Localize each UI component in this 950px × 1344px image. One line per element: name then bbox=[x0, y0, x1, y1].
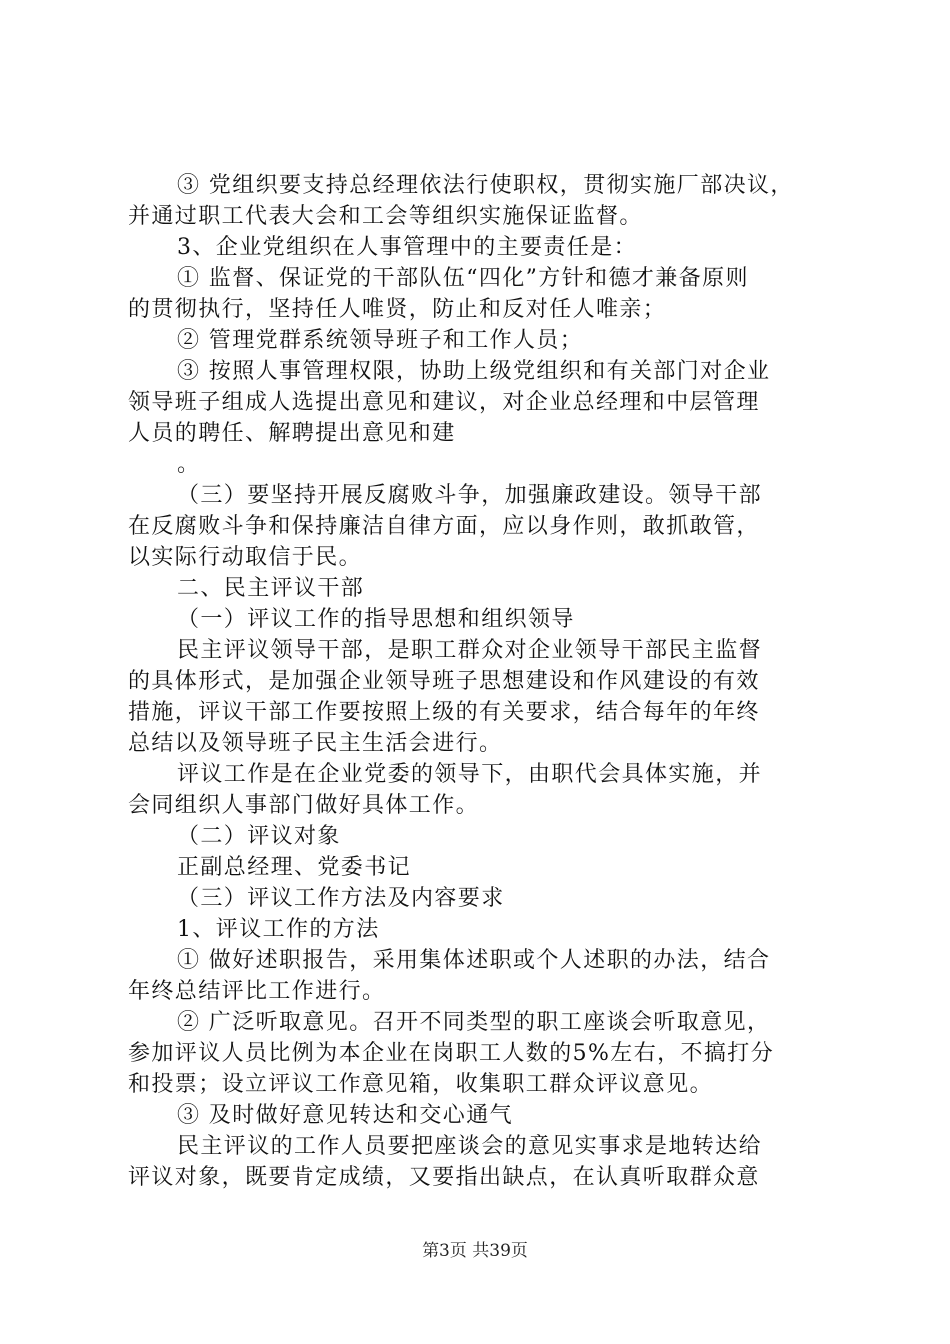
text-line: 的具体形式，是加强企业领导班子思想建设和作风建设的有效 bbox=[128, 669, 760, 694]
text-line: 二、民主评议干部 bbox=[177, 576, 365, 601]
text-line: 的贯彻执行，坚持任人唯贤，防止和反对任人唯亲； bbox=[128, 297, 667, 322]
text-line: 民主评议领导干部，是职工群众对企业领导干部民主监督 bbox=[177, 638, 763, 663]
text-line: 民主评议的工作人员要把座谈会的意见实事求是地转达给 bbox=[177, 1134, 763, 1159]
text-line: 3、企业党组织在人事管理中的主要责任是： bbox=[177, 235, 637, 260]
text-line: 以实际行动取信于民。 bbox=[128, 545, 363, 570]
text-line: 在反腐败斗争和保持廉洁自律方面，应以身作则，敢抓敢管， bbox=[128, 514, 760, 539]
text-line: 领导班子组成人选提出意见和建议，对企业总经理和中层管理 bbox=[128, 390, 760, 415]
text-line: ③ 党组织要支持总经理依法行使职权，贯彻实施厂部决议， bbox=[177, 173, 794, 198]
text-line: （一）评议工作的指导思想和组织领导 bbox=[177, 607, 575, 632]
text-line: ① 做好述职报告，采用集体述职或个人述职的办法，结合 bbox=[177, 948, 771, 973]
text-line: ③ 及时做好意见转达和交心通气 bbox=[177, 1103, 513, 1128]
text-line: 1、评议工作的方法 bbox=[177, 917, 380, 942]
text-line: 总结以及领导班子民主生活会进行。 bbox=[128, 731, 503, 756]
text-line: ② 管理党群系统领导班子和工作人员； bbox=[177, 328, 584, 353]
text-line: ② 广泛听取意见。召开不同类型的职工座谈会听取意见， bbox=[177, 1010, 771, 1035]
document-body bbox=[128, 170, 834, 1193]
text-line: 正副总经理、党委书记 bbox=[177, 855, 412, 880]
text-line: 年终总结评比工作进行。 bbox=[128, 979, 386, 1004]
text-line: （二）评议对象 bbox=[177, 824, 341, 849]
text-line: 会同组织人事部门做好具体工作。 bbox=[128, 793, 480, 818]
text-line: ① 监督、保证党的干部队伍“四化”方针和德才兼备原则 bbox=[177, 266, 749, 291]
text-line: 人员的聘任、解聘提出意见和建 bbox=[128, 421, 456, 446]
page-footer: 第3页 共39页 bbox=[422, 1241, 528, 1261]
text-line: 和投票；设立评议工作意见箱，收集职工群众评议意见。 bbox=[128, 1072, 714, 1097]
text-line: 评议工作是在企业党委的领导下，由职代会具体实施，并 bbox=[177, 762, 763, 787]
text-line: 评议对象，既要肯定成绩，又要指出缺点，在认真听取群众意 bbox=[128, 1165, 760, 1190]
text-line: 措施，评议干部工作要按照上级的有关要求，结合每年的年终 bbox=[128, 700, 760, 725]
text-line: 。 bbox=[177, 452, 201, 477]
text-line: 参加评议人员比例为本企业在岗职工人数的5%左右，不搞打分 bbox=[128, 1041, 775, 1066]
text-line: （三）要坚持开展反腐败斗争，加强廉政建设。领导干部 bbox=[177, 483, 763, 508]
text-line: 并通过职工代表大会和工会等组织实施保证监督。 bbox=[128, 204, 643, 229]
text-line: ③ 按照人事管理权限，协助上级党组织和有关部门对企业 bbox=[177, 359, 771, 384]
text-line: （三）评议工作方法及内容要求 bbox=[177, 886, 505, 911]
